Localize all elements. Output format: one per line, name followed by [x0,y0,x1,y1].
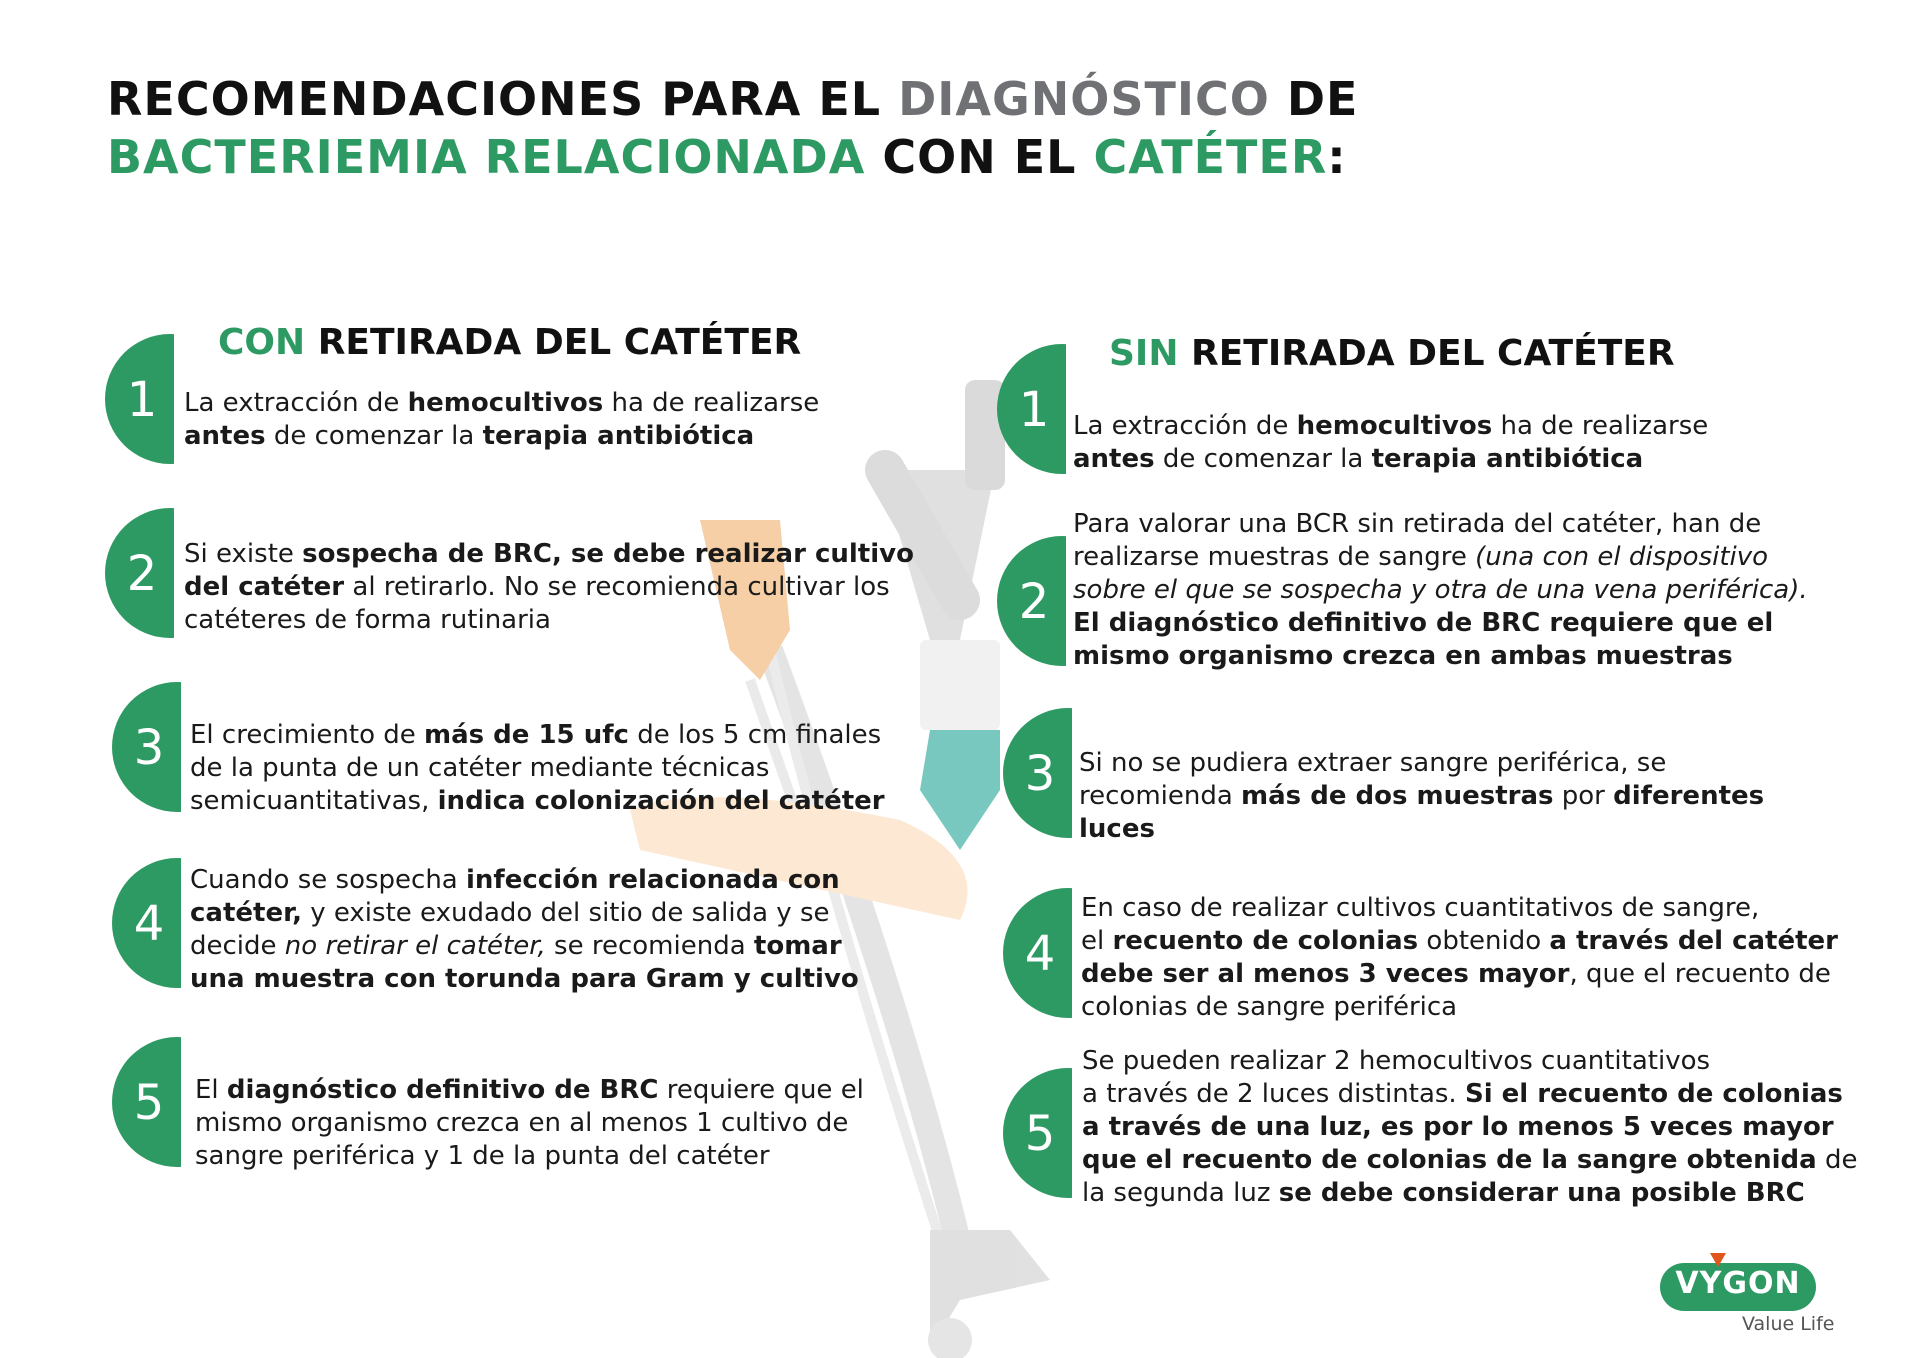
title-text: : [1327,130,1347,184]
step-number: 1 [126,372,158,428]
text-run: realizarse muestras de sangre [1073,542,1476,572]
logo-accent-icon [1710,1253,1726,1267]
text-run: de comenzar la [1154,444,1372,474]
logo-wordmark: VYGON [1675,1266,1801,1301]
title-text: DE [1269,72,1359,126]
left-item-3-text [190,719,930,818]
step-number: 3 [1024,746,1056,802]
text-run: Para valorar una BCR sin retirada del catéter, han de [1073,509,1762,539]
text-run: El crecimiento de [190,720,424,750]
text-run: de [1816,1145,1858,1175]
text-run: catéteres de forma rutinaria [184,605,551,635]
text-run: obtenido [1418,926,1550,956]
text-run: Cuando se sospecha [190,865,466,895]
text-run: la segunda luz [1082,1178,1279,1208]
text-run: por [1553,781,1614,811]
step-number: 5 [1024,1106,1056,1162]
text-bold: que el recuento de colonias de la sangre obtenida [1082,1145,1817,1175]
title-line-1 [107,70,1358,128]
catheter-valve [920,730,1000,850]
right-item-4-text [1081,892,1881,1024]
title-line-2 [107,128,1358,186]
text-run: el [1081,926,1113,956]
text-bold: debe ser al menos 3 veces mayor [1081,959,1570,989]
text-bold: antes [1073,444,1155,474]
step-number: 2 [1018,574,1050,630]
title-text: RECOMENDACIONES PARA EL [107,72,899,126]
text-bold: sospecha de BRC, se debe realizar cultivo [302,539,914,569]
text-run: , que el recuento de [1569,959,1831,989]
right-item-2-text [1073,508,1893,673]
text-bold: hemocultivos [407,388,604,418]
text-bold: hemocultivos [1296,411,1493,441]
text-bold: a través de una luz, es por lo menos 5 veces mayor [1082,1112,1834,1142]
text-run: La extracción de [1073,411,1297,441]
text-bold: a través del catéter [1549,926,1839,956]
text-run: La extracción de [184,388,408,418]
text-run: se recomienda [545,931,754,961]
heading-text: RETIRADA DEL CATÉTER [305,322,802,363]
step-number: 4 [133,896,165,952]
vygon-logo [1660,1253,1840,1343]
text-bold: diagnóstico definitivo de BRC [226,1075,659,1105]
text-run: colonias de sangre periférica [1081,992,1458,1022]
catheter-hub-white [920,640,1000,730]
text-italic: sobre el que se sospecha y otra de una vena periférica). [1073,575,1808,605]
step-number: 1 [1018,382,1050,438]
left-item-1-text [184,387,924,453]
text-bold: más de dos muestras [1241,781,1554,811]
title-highlight: CATÉTER [1093,130,1328,184]
heading-keyword: SIN [1109,333,1179,374]
text-bold: mismo organismo crezca en ambas muestras [1073,641,1733,671]
step-number: 5 [133,1075,165,1131]
logo-tagline: Value Life [1742,1313,1835,1335]
step-number: 4 [1024,926,1056,982]
text-bold: catéter, [190,898,302,928]
text-run: de la punta de un catéter mediante técnicas [190,753,770,783]
text-bold: diferentes [1613,781,1765,811]
right-item-3-text [1079,747,1879,846]
heading-keyword: CON [218,322,306,363]
title-highlight: DIAGNÓSTICO [898,72,1270,126]
right-item-5-text [1082,1045,1902,1210]
text-run: Si existe [184,539,303,569]
text-run: de los 5 cm finales [628,720,882,750]
text-bold: una muestra con torunda para Gram y cultivo [190,964,859,994]
text-bold: más de 15 ufc [424,720,629,750]
text-run: ha de realizarse [603,388,820,418]
text-italic: (una con el dispositivo [1475,542,1769,572]
text-bold: El diagnóstico definitivo de BRC requiere que el [1073,608,1774,638]
text-run: sangre periférica y 1 de la punta del catéter [195,1141,770,1171]
title-text: CON EL [865,130,1094,184]
step-number: 3 [133,720,165,776]
text-run: semicuantitativas, [190,786,438,816]
text-bold: Si el recuento de colonias [1464,1079,1843,1109]
text-bold: indica colonización del catéter [437,786,885,816]
heading-text: RETIRADA DEL CATÉTER [1178,333,1675,374]
text-bold: terapia antibiótica [482,421,755,451]
text-bold: terapia antibiótica [1371,444,1644,474]
text-run: El [195,1075,227,1105]
text-run: mismo organismo crezca en al menos 1 cultivo de [195,1108,849,1138]
text-run: decide [190,931,285,961]
text-bold: infección relacionada con [466,865,840,895]
text-run: de comenzar la [265,421,483,451]
right-section-heading [1109,333,1675,374]
text-run: Si no se pudiera extraer sangre periférica, se [1079,748,1667,778]
left-item-2-text [184,538,924,637]
right-item-1-text [1073,410,1873,476]
text-bold: luces [1079,814,1155,844]
text-run: requiere que el [658,1075,864,1105]
text-run: y existe exudado del sitio de salida y se [301,898,830,928]
text-run: En caso de realizar cultivos cuantitativos de sangre, [1081,893,1760,923]
text-run: a través de 2 luces distintas. [1082,1079,1465,1109]
text-bold: del catéter [184,572,345,602]
text-italic: no retirar el catéter, [284,931,546,961]
left-item-4-text [190,864,930,996]
page-title [107,70,1358,186]
step-number: 2 [126,546,158,602]
text-bold: tomar [753,931,842,961]
text-bold: recuento de colonias [1112,926,1419,956]
text-bold: se debe considerar una posible BRC [1278,1178,1805,1208]
left-section-heading [218,322,801,363]
left-item-5-text [195,1074,935,1173]
text-run: al retirarlo. No se recomienda cultivar los [344,572,890,602]
text-bold: antes [184,421,266,451]
title-highlight: BACTERIEMIA RELACIONADA [107,130,866,184]
text-run: recomienda [1079,781,1242,811]
text-run: Se pueden realizar 2 hemocultivos cuantitativos [1082,1046,1711,1076]
text-run: ha de realizarse [1492,411,1709,441]
